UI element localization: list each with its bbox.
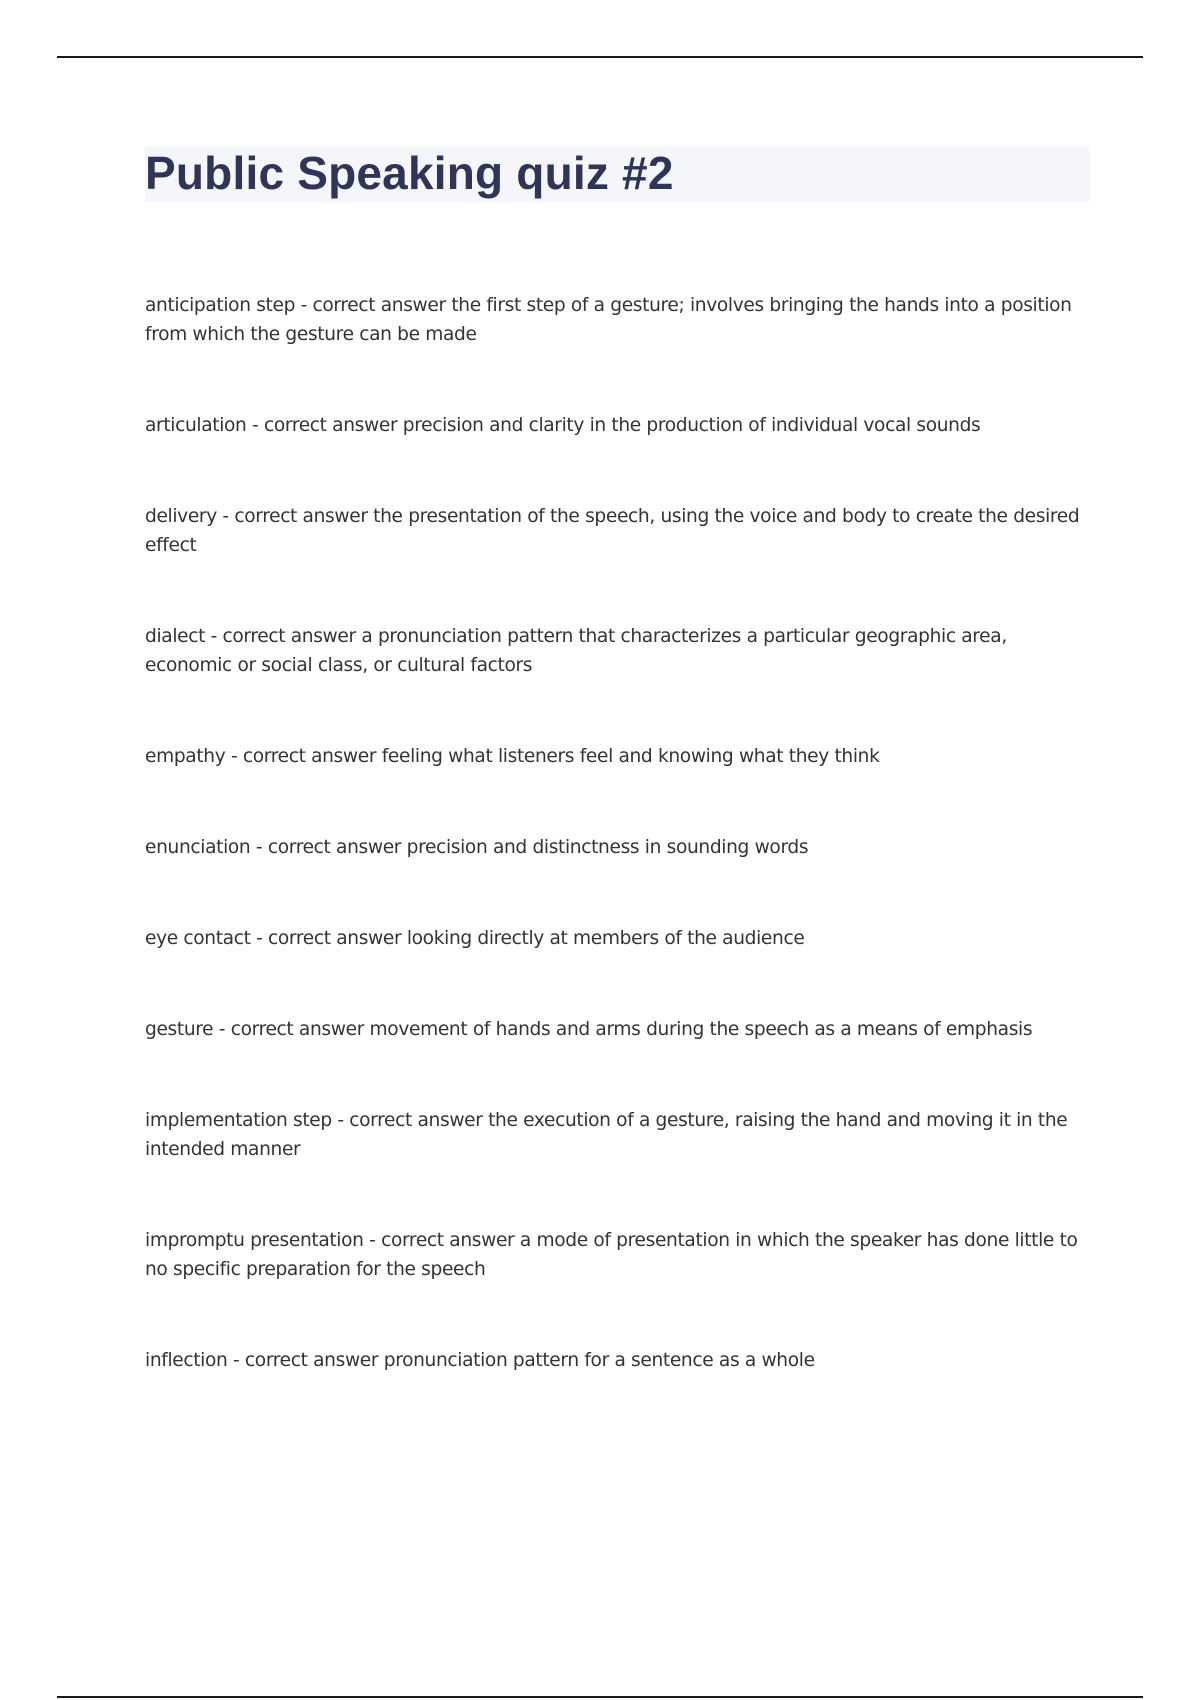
quiz-entry: delivery - correct answer the presentation of the speech, using the voice and body to create the desired effect — [145, 506, 1080, 556]
quiz-entry: anticipation step - correct answer the first step of a gesture; involves bringing the hands into a position from which the gesture can be made — [145, 295, 1072, 345]
page-title: Public Speaking quiz #2 — [145, 147, 674, 199]
quiz-entry: eye contact - correct answer looking directly at members of the audience — [145, 928, 805, 949]
quiz-entry: enunciation - correct answer precision and distinctness in sounding words — [145, 837, 809, 858]
quiz-entry: empathy - correct answer feeling what listeners feel and knowing what they think — [145, 746, 880, 767]
top-divider — [57, 56, 1143, 58]
quiz-entry: impromptu presentation - correct answer a mode of presentation in which the speaker has done little to no specific preparation for the speech — [145, 1230, 1078, 1280]
quiz-entry: implementation step - correct answer the execution of a gesture, raising the hand and moving it in the intended manner — [145, 1110, 1068, 1160]
quiz-entry: articulation - correct answer precision and clarity in the production of individual vocal sounds — [145, 415, 981, 436]
quiz-entry: inflection - correct answer pronunciation pattern for a sentence as a whole — [145, 1350, 815, 1371]
bottom-divider — [57, 1696, 1143, 1698]
quiz-entries — [145, 291, 1090, 1437]
quiz-entry: dialect - correct answer a pronunciation pattern that characterizes a particular geographic area, economic or social class, or cultural factors — [145, 626, 1007, 676]
quiz-entry: gesture - correct answer movement of hands and arms during the speech as a means of emphasis — [145, 1019, 1033, 1040]
